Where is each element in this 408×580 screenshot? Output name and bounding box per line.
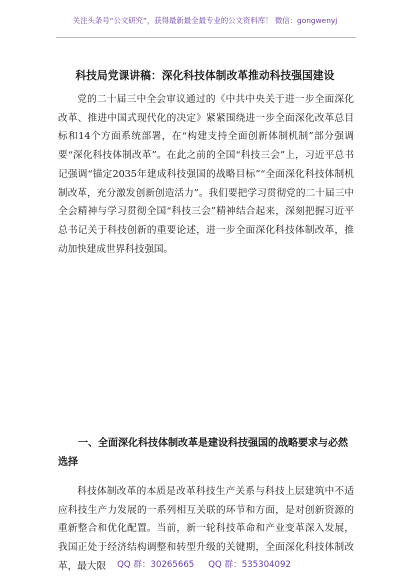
body-paragraph-2: 科技体制改革的本质是改革科技生产关系与科技上层建筑中不适应科技生产力发展的一系列相互关联的环节和方面，是对创新资源的重新整合和优化配置。当前，新一轮科技革命和产业变革深入发展，我国正处于经济结构调整和转型升级的关键期，全面深化科技体制改革，最大限 <box>58 486 354 572</box>
footer-contacts <box>0 558 408 570</box>
header-banner: 关注头条号“公文研究”，获得最新最全最专业的公文资料库！ 微信：gongwenyj <box>72 16 338 25</box>
header-divider <box>56 37 356 38</box>
body-paragraph-1: 党的二十届三中全会审议通过的《中共中央关于进一步全面深化改革、推进中国式现代化的决定》紧紧围绕进一步全面深化改革总目标和14个方面系统部署，在“构建支持全面创新体制机制”部分强调要“深化科技体制改革”。在此之前的全国“科技三会”上，习近平总书记强调“锚定2035年建成科技强国的战略目标”“全面深化科技体制机制改革，充分激发创新创造活力”。我们要把学习贯彻党的二十届三中全会精神与学习贯彻全国“科技三会”精神结合起来，深刻把握习近平总书记关于科技创新的重要论述，进一步全面深化科技体制改革，推动加快建成世界科技强国。 <box>58 94 354 255</box>
footer-qq-group-1: QQ 群：30265665 <box>117 560 195 570</box>
document-title: 科技局党课讲稿：深化科技体制改革推动科技强国建设 <box>75 70 335 82</box>
footer-qq-group-2: QQ 群：535304092 <box>208 560 291 570</box>
section-heading: 一、全面深化科技体制改革是建设科技强国的战略要求与必然选择 <box>58 438 348 468</box>
